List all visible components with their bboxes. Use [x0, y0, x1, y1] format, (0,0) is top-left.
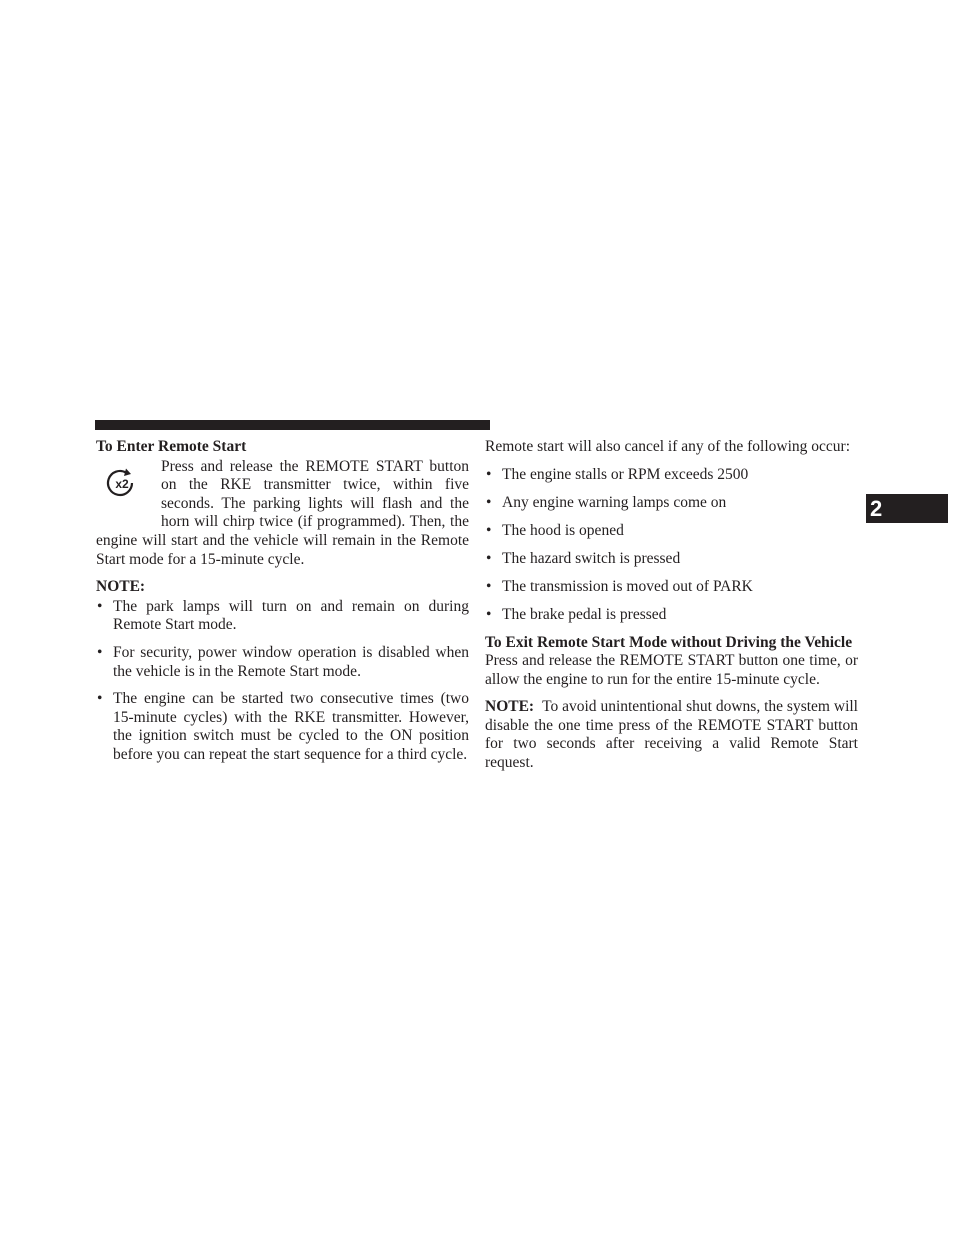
- list-item: [96, 598, 469, 635]
- list-item-text: The engine stalls or RPM exceeds 2500: [502, 465, 749, 483]
- right-column: [485, 438, 858, 773]
- bullet-glyph: •: [97, 690, 103, 708]
- section-rule: [95, 420, 490, 430]
- left-column: [96, 438, 469, 774]
- cancel-intro: Remote start will also cancel if any of the following occur:: [485, 438, 850, 455]
- cancel-list: [485, 466, 858, 625]
- bullet-glyph: •: [486, 605, 492, 623]
- remote-start-x2-icon: [96, 460, 156, 516]
- list-item: [485, 550, 858, 569]
- note-label: NOTE:: [485, 698, 535, 716]
- icon-label: x2: [115, 476, 129, 491]
- list-item-text: The engine can be started two consecutive times (two 15-minute cycles) with the RKE transmitter. However, the ignition switch must be cycled to the ON position before you can repeat the start sequence for a third cycle.: [113, 690, 469, 763]
- list-item: [485, 494, 858, 513]
- bullet-glyph: •: [97, 643, 103, 661]
- bullet-glyph: •: [486, 465, 492, 483]
- list-item: [485, 466, 858, 485]
- list-item: [485, 522, 858, 541]
- list-item-text: The brake pedal is pressed: [502, 605, 667, 623]
- list-item: [96, 644, 469, 681]
- bullet-glyph: •: [486, 577, 492, 595]
- exit-note: [485, 698, 858, 772]
- enter-remote-start-text: Press and release the REMOTE START button on the RKE transmitter twice, within five seconds. The parking lights will flash and the horn will chirp twice (if programmed). Then, the engine will start and the vehicle will remain in the Remote Start mode for a 15-minute cycle.: [96, 457, 469, 568]
- chapter-tab: 2: [866, 494, 948, 523]
- list-item: [485, 578, 858, 597]
- bullet-glyph: •: [97, 597, 103, 615]
- list-item: [485, 606, 858, 625]
- exit-remote-start-text: Press and release the REMOTE START button one time, or allow the engine to run for the entire 15-minute cycle.: [485, 652, 858, 688]
- note-text: To avoid unintentional shut downs, the system will disable the one time press of the REMOTE START button for two seconds after receiving a valid Remote Start request.: [485, 698, 858, 772]
- bullet-glyph: •: [486, 521, 492, 539]
- list-item-text: Any engine warning lamps come on: [502, 493, 727, 511]
- note-label: NOTE:: [96, 578, 146, 596]
- list-item-text: For security, power window operation is disabled when the vehicle is in the Remote Start mode.: [113, 643, 469, 680]
- list-item-text: The park lamps will turn on and remain on during Remote Start mode.: [113, 597, 469, 634]
- note-list: [96, 598, 469, 765]
- bullet-glyph: •: [486, 549, 492, 567]
- bullet-glyph: •: [486, 493, 492, 511]
- enter-remote-start-heading: To Enter Remote Start: [96, 438, 247, 455]
- exit-remote-start-heading: To Exit Remote Start Mode without Driving the Vehicle: [485, 633, 853, 651]
- list-item: [96, 690, 469, 764]
- list-item-text: The hood is opened: [502, 521, 624, 539]
- list-item-text: The hazard switch is pressed: [502, 549, 681, 567]
- list-item-text: The transmission is moved out of PARK: [502, 577, 753, 595]
